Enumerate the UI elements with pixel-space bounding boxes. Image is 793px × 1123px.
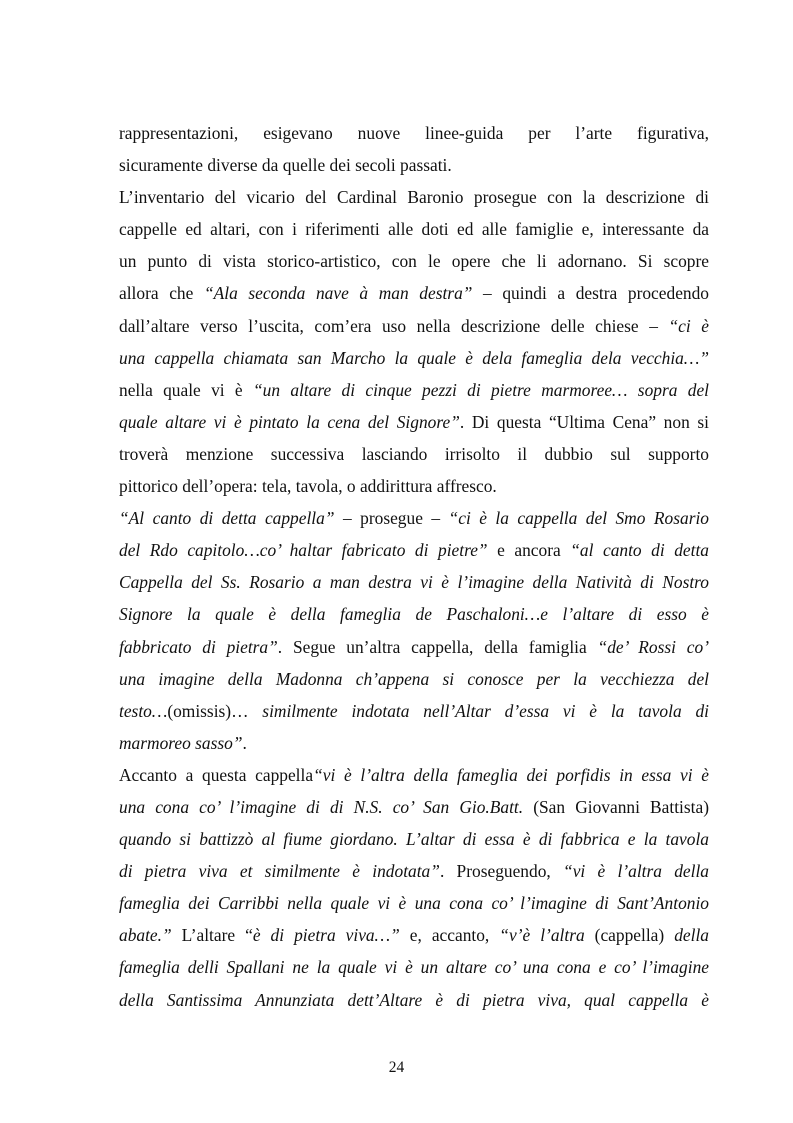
body-text: cappelle ed altari, con i riferimenti alle doti ed alle famiglie e, interessante da	[119, 219, 709, 240]
text-line	[119, 695, 709, 727]
quoted-text: “Ala seconda nave à man destra”	[203, 283, 473, 304]
text-line	[119, 534, 709, 566]
quoted-text: “al canto di detta	[570, 540, 709, 561]
text-line	[119, 598, 709, 630]
body-text: un punto di vista storico-artistico, con le opere che li adornano. Si scopre	[119, 251, 709, 272]
quoted-text: una cona co’ l’imagine di di N.S. co’ San Gio.Batt.	[119, 796, 524, 817]
body-text: (San Giovanni Battista)	[523, 796, 709, 817]
body-text: – prosegue –	[334, 508, 449, 529]
quoted-text: “ci è la cappella del Smo Rosario	[448, 508, 709, 529]
body-text: Accanto a questa cappella	[119, 764, 314, 785]
quoted-text: similmente indotata nell’Altar d’essa vi è la tavola di	[248, 700, 709, 721]
text-line	[119, 823, 709, 855]
quoted-text: quale altare vi è pintato la cena del Signore”	[119, 411, 460, 432]
quoted-text: “de’ Rossi co’	[597, 636, 709, 657]
quoted-text: “ci è	[668, 315, 709, 336]
quoted-text: “vi è l’altra della	[563, 861, 709, 882]
body-text: . Di questa “Ultima Cena” non si	[459, 411, 709, 432]
text-line	[119, 502, 709, 534]
text-line	[119, 213, 709, 245]
text-line	[119, 951, 709, 983]
page-body	[119, 117, 709, 1016]
quoted-text: fameglia delli Spallani ne la quale vi è un altare co’ una cona e co’ l’imagine	[119, 957, 709, 978]
text-line	[119, 791, 709, 823]
text-line	[119, 310, 709, 342]
text-line	[119, 342, 709, 374]
quoted-text: Cappella del Ss. Rosario a man destra vi è l’imagine della Natività di Nostro	[119, 572, 709, 593]
quoted-text: “v’è l’altra	[499, 925, 585, 946]
quoted-text: fameglia dei Carribbi nella quale vi è una cona co’ l’imagine di Sant’Antonio	[119, 893, 709, 914]
text-line	[119, 887, 709, 919]
page-number: 24	[388, 1059, 405, 1076]
text-line	[119, 245, 709, 277]
text-line	[119, 277, 709, 309]
body-text: . Segue un’altra cappella, della famiglia	[277, 636, 598, 657]
quoted-text: Signore la quale è della fameglia de Paschaloni…e l’altare di esso è	[119, 604, 709, 625]
text-line	[119, 631, 709, 663]
body-text: e ancora	[487, 540, 571, 561]
body-text: dall’altare verso l’uscita, com’era uso nella descrizione delle chiese –	[119, 315, 669, 336]
quoted-text: del Rdo capitolo…co’ haltar fabricato di pietre”	[119, 540, 488, 561]
body-text: – quindi a destra procedendo	[472, 283, 709, 304]
quoted-text: una imagine della Madonna ch’appena si conosce per la vecchiezza del	[119, 668, 709, 689]
text-line	[119, 181, 709, 213]
quoted-text: è di pietra viva…”	[252, 925, 400, 946]
body-text: L’altare “	[171, 925, 253, 946]
quoted-text: della	[674, 925, 709, 946]
text-line	[119, 406, 709, 438]
quoted-text: “un altare di cinque pezzi di pietre marmoree… sopra del	[252, 379, 709, 400]
body-text: sicuramente diverse da quelle dei secoli passati.	[119, 155, 452, 176]
text-line	[119, 984, 709, 1016]
quoted-text: marmoreo sasso”	[119, 732, 243, 753]
body-text: troverà menzione successiva lasciando irrisolto il dubbio sul supporto	[119, 443, 709, 464]
text-line	[119, 149, 709, 181]
text-line	[119, 727, 709, 759]
body-text: allora che	[119, 283, 204, 304]
text-line	[119, 438, 709, 470]
text-line	[119, 759, 709, 791]
text-line	[119, 374, 709, 406]
body-text: . Proseguendo,	[439, 861, 564, 882]
text-line	[119, 470, 709, 502]
quoted-text: fabbricato di pietra”	[119, 636, 278, 657]
quoted-text: “vi è l’altra della fameglia dei porfidis in essa vi è	[313, 764, 709, 785]
body-text: .	[242, 732, 247, 753]
quoted-text: abate.”	[119, 925, 172, 946]
body-text: nella quale vi è	[119, 379, 253, 400]
body-text: (cappella)	[584, 925, 675, 946]
quoted-text: della Santissima Annunziata dett’Altare è di pietra viva, qual cappella è	[119, 989, 709, 1010]
quoted-text: una cappella chiamata san Marcho la quale è dela fameglia dela vecchia…”	[119, 347, 709, 368]
body-text: L’inventario del vicario del Cardinal Baronio prosegue con la descrizione di	[119, 187, 709, 208]
quoted-text: testo…	[119, 700, 168, 721]
quoted-text: quando si battizzò al fiume giordano. L’altar di essa è di fabbrica e la tavola	[119, 829, 709, 850]
quoted-text: di pietra viva et similmente è indotata”	[119, 861, 440, 882]
body-text: (omissis)…	[167, 700, 249, 721]
text-line	[119, 919, 709, 951]
body-text: rappresentazioni, esigevano nuove linee-guida per l’arte figurativa,	[119, 123, 709, 143]
body-text: e, accanto,	[399, 925, 500, 946]
body-text: pittorico dell’opera: tela, tavola, o addirittura affresco.	[119, 476, 497, 497]
quoted-text: “Al canto di detta cappella”	[119, 508, 335, 529]
text-line	[119, 117, 709, 149]
text-line	[119, 566, 709, 598]
text-line	[119, 663, 709, 695]
text-line	[119, 855, 709, 887]
